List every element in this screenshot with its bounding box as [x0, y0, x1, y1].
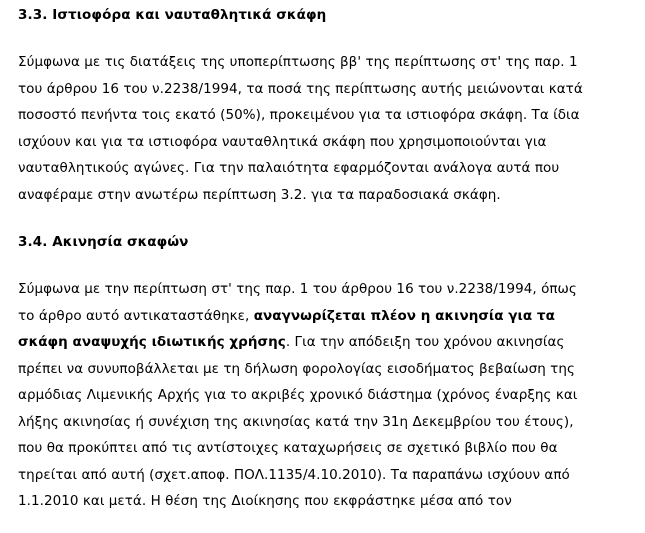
section-3-4-paragraph: [18, 276, 638, 515]
plain-text: . Για την απόδειξη του χρόνου ακινησίας: [285, 334, 565, 350]
paragraph-line: λήξης ακινησίας ή συνέχιση της ακινησίας κατά την 31η Δεκεμβρίου του έτους),: [18, 413, 574, 430]
plain-text: το άρθρο αυτό αντικαταστάθηκε,: [18, 307, 254, 324]
bold-emphasis-text: σκάφη αναψυχής ιδιωτικής χρήσης: [18, 334, 286, 350]
paragraph-line: ποσοστό πενήντα τοις εκατό (50%), προκειμένου για τα ιστιοφόρα σκάφη. Τα ίδια: [18, 107, 580, 123]
paragraph-line: ισχύουν και για τα ιστιοφόρα ναυταθλητικά σκάφη που χρησιμοποιούνται για: [18, 133, 547, 150]
paragraph-line-mixed: [18, 303, 638, 330]
paragraph-line: Σύμφωνα με την περίπτωση στ' της παρ. 1 του άρθρου 16 του ν.2238/1994, όπως: [18, 281, 577, 297]
section-3-3-paragraph: [18, 49, 638, 208]
paragraph-line: του άρθρου 16 του ν.2238/1994, τα ποσά της περίπτωσης αυτής μειώνονται κατά: [18, 80, 583, 97]
bold-emphasis-text: αναγνωρίζεται πλέον η ακινησία για τα: [253, 307, 555, 324]
paragraph-line: αναφέραμε στην ανωτέρω περίπτωση 3.2. για τα παραδοσιακά σκάφη.: [18, 186, 501, 203]
section-3-3-heading: 3.3. Ιστιοφόρα και ναυταθλητικά σκάφη: [18, 7, 327, 23]
paragraph-line: πρέπει να συνυποβάλλεται με τη δήλωση φορολογίας εισοδήματος βεβαίωση της: [18, 360, 575, 377]
paragraph-line: ναυταθλητικούς αγώνες. Για την παλαιότητα εφαρμόζονται ανάλογα αυτά που: [18, 160, 560, 176]
paragraph-line: που θα προκύπτει από τις αντίστοιχες καταχωρήσεις σε σχετικό βιβλίο που θα: [18, 440, 558, 456]
paragraph-line: αρμόδιας Λιμενικής Αρχής για το ακριβές χρονικό διάστημα (χρόνος έναρξης και: [18, 387, 578, 403]
paragraph-line: Σύμφωνα με τις διατάξεις της υποπερίπτωσης ββ' της περίπτωσης στ' της παρ. 1: [18, 54, 578, 70]
paragraph-line: τηρείται από αυτή (σχετ.αποφ. ΠΟΛ.1135/4.10.2010). Τα παραπάνω ισχύουν από: [18, 466, 570, 483]
paragraph-line-mixed: [18, 329, 638, 356]
paragraph-line: 1.1.2010 και μετά. Η θέση της Διοίκησης που εκφράστηκε μέσα από τον: [18, 493, 512, 509]
section-3-4-heading: 3.4. Ακινησία σκαφών: [18, 234, 189, 250]
